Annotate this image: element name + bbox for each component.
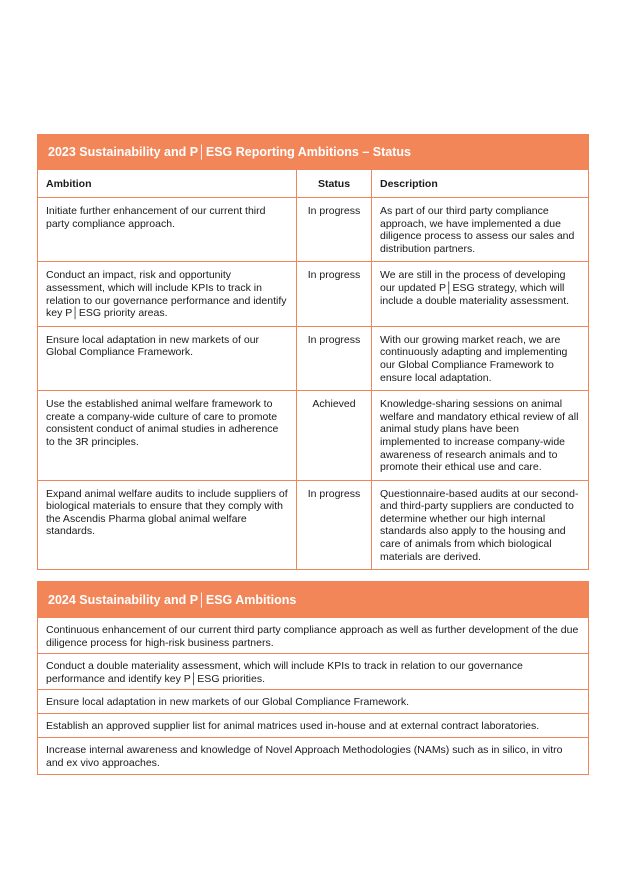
description-cell: We are still in the process of developing our updated P│ESG strategy, which will include a double materiality assessment.	[372, 262, 589, 326]
table-row	[38, 198, 588, 262]
table-row	[38, 262, 588, 326]
description-cell: Questionnaire-based audits at our second- and third-party suppliers are conducted to determine whether our high internal standards also apply to the housing and care of animals from which biological materials are derived.	[372, 480, 589, 569]
header-status: Status	[297, 170, 372, 198]
ambition-cell: Initiate further enhancement of our current third party compliance approach.	[38, 198, 297, 262]
ambition-cell: Expand animal welfare audits to include suppliers of biological materials to ensure that they comply with the Ascendis Pharma global animal welfare standards.	[38, 480, 297, 569]
status-cell: In progress	[297, 480, 372, 569]
table-row	[38, 391, 588, 481]
list-item: Increase internal awareness and knowledge of Novel Approach Methodologies (NAMs) such as in silico, in vitro and ex vivo approaches.	[38, 737, 588, 774]
header-description: Description	[372, 170, 589, 198]
status-cell: Achieved	[297, 391, 372, 481]
status-cell: In progress	[297, 262, 372, 326]
ambition-cell: Ensure local adaptation in new markets of our Global Compliance Framework.	[38, 326, 297, 390]
list-item: Ensure local adaptation in new markets of our Global Compliance Framework.	[38, 689, 588, 713]
description-cell: Knowledge-sharing sessions on animal welfare and mandatory ethical review of all animal study plans have been implemented to increase company-wide awareness of research animals and to promote their ethical use and care.	[372, 391, 589, 481]
ambitions-2023-title: 2023 Sustainability and P│ESG Reporting Ambitions – Status	[38, 135, 588, 169]
table-row	[38, 326, 588, 390]
ambition-cell: Conduct an impact, risk and opportunity assessment, which will include KPIs to track in relation to our governance performance and identify key P│ESG priority areas.	[38, 262, 297, 326]
description-cell: With our growing market reach, we are continuously adapting and implementing our Global Compliance Framework to ensure local adaptation.	[372, 326, 589, 390]
ambitions-2023-grid	[38, 169, 588, 569]
list-item: Conduct a double materiality assessment, which will include KPIs to track in relation to our governance performance and identify key P│ESG priorities.	[38, 653, 588, 689]
status-cell: In progress	[297, 326, 372, 390]
table-row	[38, 480, 588, 569]
ambitions-2024-table	[37, 581, 589, 775]
status-cell: In progress	[297, 198, 372, 262]
ambitions-2024-title: 2024 Sustainability and P│ESG Ambitions	[38, 582, 588, 617]
table-header-row	[38, 170, 588, 198]
description-cell: As part of our third party compliance approach, we have implemented a due diligence process to assess our sales and distribution partners.	[372, 198, 589, 262]
list-item: Continuous enhancement of our current third party compliance approach as well as further development of the due diligence process for high-risk business partners.	[38, 617, 588, 653]
header-ambition: Ambition	[38, 170, 297, 198]
ambition-cell: Use the established animal welfare framework to create a company-wide culture of care to promote consistent conduct of animal studies in adherence to the 3R principles.	[38, 391, 297, 481]
list-item: Establish an approved supplier list for animal matrices used in-house and at external contract laboratories.	[38, 713, 588, 737]
ambitions-2023-table	[37, 134, 589, 570]
